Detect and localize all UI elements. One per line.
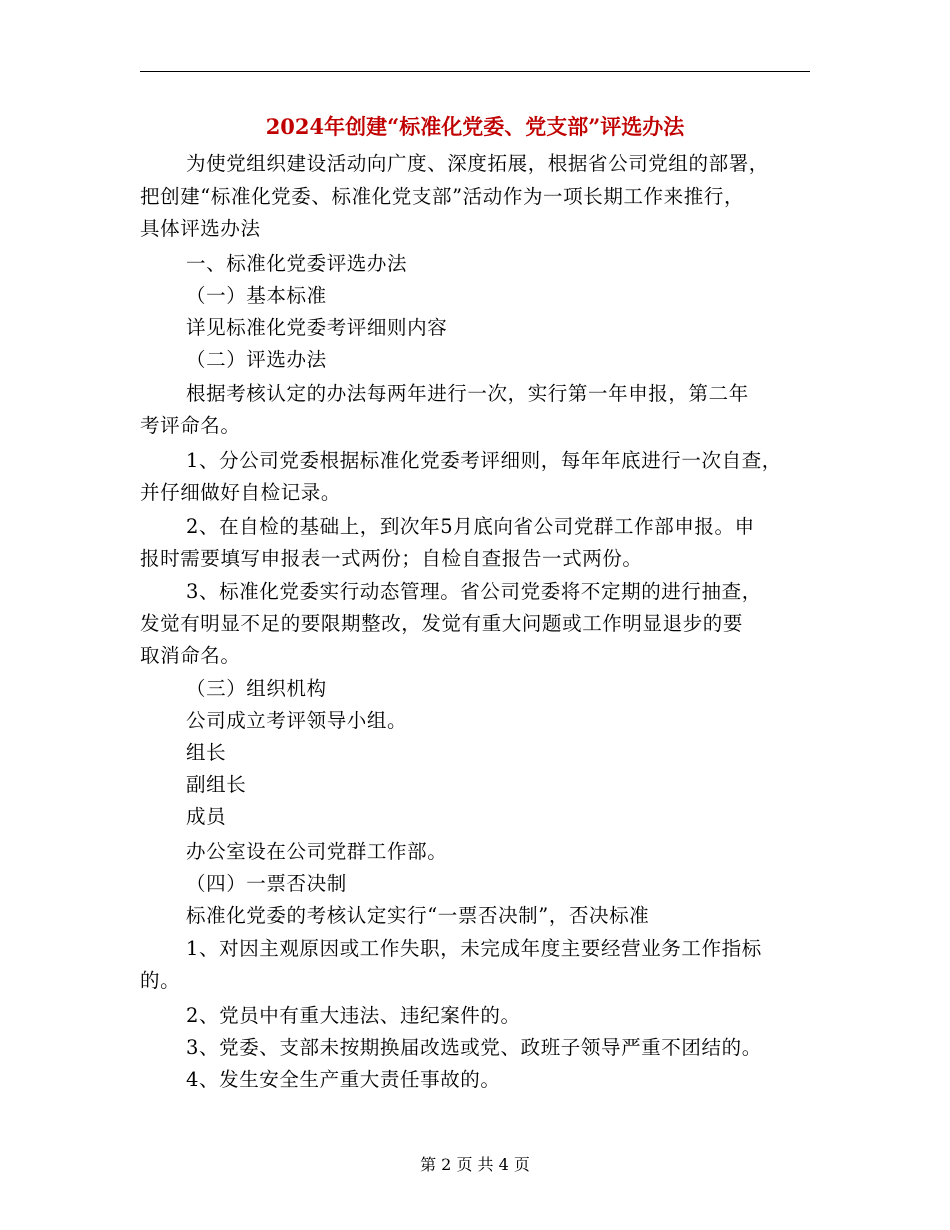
paragraph-line: 考评命名。 [140, 414, 241, 437]
list-item: 1、分公司党委根据标准化党委考评细则，每年年底进行一次自查， [186, 449, 782, 472]
paragraph-line: 把创建“标准化党委、标准化党支部”活动作为一项长期工作来推行， [140, 185, 745, 208]
list-item: 2、在自检的基础上，到次年5月底向省公司党群工作部申报。申 [186, 515, 755, 538]
subsection-heading: （四）一票否决制 [186, 872, 347, 895]
paragraph-line: 并仔细做好自检记录。 [140, 481, 342, 504]
paragraph-line: 的。 [140, 969, 181, 992]
section-heading: 一、标准化党委评选办法 [186, 252, 408, 275]
paragraph-line: 取消命名。 [140, 644, 241, 667]
paragraph-line: 发觉有明显不足的要限期整改，发觉有重大问题或工作明显退步的要 [140, 612, 744, 635]
list-item: 1、对因主观原因或工作失职，未完成年度主要经营业务工作指标 [186, 937, 762, 960]
document-title: 2024年创建“标准化党委、党支部”评选办法 [265, 114, 685, 139]
paragraph-line: 详见标准化党委考评细则内容 [186, 316, 448, 339]
list-item: 4、发生安全生产重大责任事故的。 [186, 1068, 501, 1091]
paragraph-line: 成员 [186, 805, 227, 828]
paragraph-line: 根据考核认定的办法每两年进行一次，实行第一年申报，第二年 [186, 382, 749, 405]
paragraph-line: 公司成立考评领导小组。 [186, 709, 408, 732]
paragraph-line: 副组长 [186, 773, 247, 796]
list-item: 3、标准化党委实行动态管理。省公司党委将不定期的进行抽查， [186, 580, 762, 603]
paragraph-line: 组长 [186, 741, 227, 764]
paragraph-line: 标准化党委的考核认定实行“一票否决制”，否决标准 [186, 904, 650, 927]
subsection-heading: （三）组织机构 [186, 677, 327, 700]
list-item: 2、党员中有重大违法、违纪案件的。 [186, 1004, 521, 1027]
paragraph-line: 具体评选办法 [140, 217, 261, 240]
page-number: 第 2 页 共 4 页 [420, 1155, 530, 1174]
paragraph-line: 办公室设在公司党群工作部。 [186, 840, 448, 863]
paragraph-line: 报时需要填写申报表一式两份；自检自查报告一式两份。 [140, 547, 643, 570]
paragraph-line: 为使党组织建设活动向广度、深度拓展，根据省公司党组的部署， [186, 152, 769, 175]
subsection-heading: （二）评选办法 [186, 348, 327, 371]
subsection-heading: （一）基本标准 [186, 284, 327, 307]
list-item: 3、党委、支部未按期换届改选或党、政班子领导严重不团结的。 [186, 1036, 762, 1059]
header-rule [140, 71, 810, 72]
